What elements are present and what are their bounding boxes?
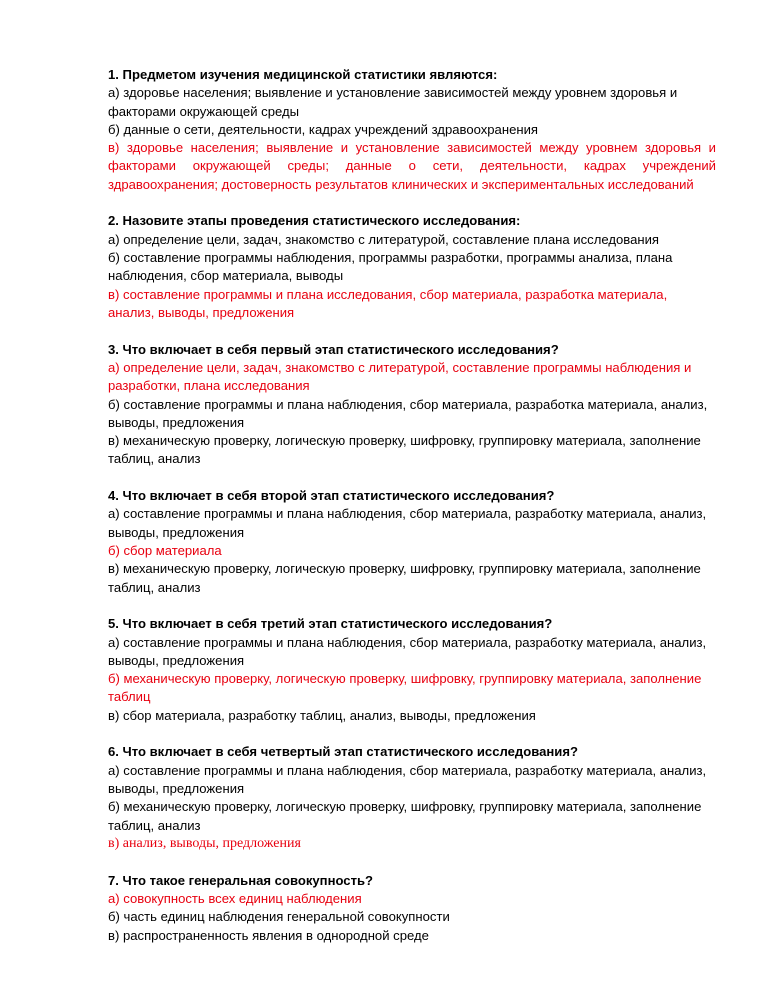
- question-title: 6. Что включает в себя четвертый этап статистического исследования?: [108, 744, 578, 760]
- answer-option-b-correct: б) механическую проверку, логическую проверку, шифровку, группировку материала, заполнение таблиц: [108, 671, 702, 705]
- question-title: 7. Что такое генеральная совокупность?: [108, 872, 374, 888]
- answer-option-a: а) составление программы и плана наблюдения, сбор материала, разработку материала, анализ, выводы, предложения: [108, 506, 707, 540]
- answer-option-b: б) составление программы и плана наблюдения, сбор материала, разработка материала, анализ, выводы, предложения: [108, 396, 708, 430]
- question-title: 1. Предметом изучения медицинской статистики являются:: [108, 67, 498, 82]
- question-title: 5. Что включает в себя третий этап статистического исследования?: [108, 616, 553, 632]
- answer-option-v-correct: в) составление программы и плана исследования, сбор материала, разработка материала, анализ, выводы, предложения: [108, 286, 668, 320]
- question-3: [108, 341, 716, 469]
- answer-option-a: а) здоровье населения; выявление и установление зависимостей между уровнем здоровья и факторами окружающей среды: [108, 85, 678, 119]
- answer-option-a: а) составление программы и плана наблюдения, сбор материала, разработку материала, анализ, выводы, предложения: [108, 634, 707, 668]
- answer-option-v: в) механическую проверку, логическую проверку, шифровку, группировку материала, заполнение таблиц, анализ: [108, 433, 701, 467]
- answer-option-b: б) часть единиц наблюдения генеральной совокупности: [108, 909, 450, 925]
- answer-option-v: в) сбор материала, разработку таблиц, анализ, выводы, предложения: [108, 707, 536, 723]
- question-2: [108, 212, 716, 322]
- answer-option-a: а) определение цели, задач, знакомство с литературой, составление плана исследования: [108, 231, 659, 247]
- question-7: [108, 872, 716, 945]
- answer-option-v: в) механическую проверку, логическую проверку, шифровку, группировку материала, заполнение таблиц, анализ: [108, 561, 701, 595]
- answer-option-v-correct: в) анализ, выводы, предложения: [108, 835, 301, 851]
- answer-option-b-correct: б) сбор материала: [108, 543, 222, 558]
- answer-option-a-correct: а) совокупность всех единиц наблюдения: [108, 890, 362, 906]
- question-title: 3. Что включает в себя первый этап статистического исследования?: [108, 341, 559, 357]
- question-4: [108, 487, 716, 597]
- question-5: [108, 615, 716, 725]
- answer-option-a: а) составление программы и плана наблюдения, сбор материала, разработку материала, анализ, выводы, предложения: [108, 762, 707, 797]
- answer-option-a-correct: а) определение цели, задач, знакомство с литературой, составление программы наблюдения и разработки, плана исследования: [108, 359, 692, 394]
- question-1: [108, 66, 716, 194]
- document-page: [108, 66, 716, 963]
- question-title: 2. Назовите этапы проведения статистического исследования:: [108, 213, 521, 229]
- answer-option-b: б) данные о сети, деятельности, кадрах учреждений здравоохранения: [108, 121, 538, 137]
- answer-option-v: в) распространенность явления в однородной среде: [108, 927, 429, 943]
- question-6: [108, 743, 716, 853]
- question-title: 4. Что включает в себя второй этап статистического исследования?: [108, 488, 555, 504]
- answer-option-b: б) составление программы наблюдения, программы разработки, программы анализа, плана наблюдения, сбор материала, выводы: [108, 250, 673, 284]
- answer-option-v-correct: в) здоровье населения; выявление и установление зависимостей между уровнем здоровья и факторами окружающей среды; данные о сети, деятельности, кадрах учреждений здравоохранения; достоверность результатов клинических и экспериментальных исследований: [108, 140, 716, 192]
- answer-option-b: б) механическую проверку, логическую проверку, шифровку, группировку материала, заполнение таблиц, анализ: [108, 799, 702, 833]
